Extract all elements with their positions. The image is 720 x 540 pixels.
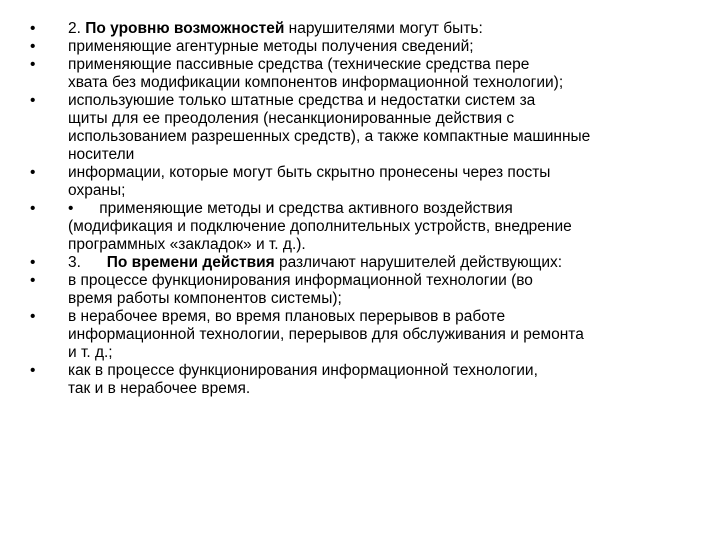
item-line: программных «закладок» и т. д.). — [68, 236, 306, 253]
list-item — [30, 92, 690, 164]
item-text: применяющие агентурные методы получения сведений; — [68, 38, 474, 55]
list-item — [30, 164, 690, 200]
item-line: использованием разрешенных средств), а также компактные машинные — [68, 128, 591, 145]
item-line: применяющие пассивные средства (технические средства пере — [68, 56, 530, 73]
item-text: 2. По уровню возможностей нарушителями могут быть: — [68, 20, 483, 37]
item-line: (модификация и подключение дополнительных устройств, внедрение — [68, 218, 572, 235]
item-line: в нерабочее время, во время плановых перерывов в работе — [68, 308, 506, 325]
item-line: • применяющие методы и средства активного воздействия — [68, 200, 513, 217]
list-item — [30, 272, 690, 308]
bullet-icon: • — [30, 362, 36, 379]
bold-heading: По времени действия — [106, 254, 275, 271]
item-line: хвата без модификации компонентов информационной технологии); — [68, 74, 564, 91]
bullet-icon: • — [30, 56, 36, 73]
bullet-icon: • — [30, 200, 36, 217]
bullet-icon: • — [30, 92, 36, 109]
item-line: и т. д.; — [68, 344, 113, 361]
item-text: 3. По времени действия различают нарушителей действующих: — [68, 254, 563, 271]
bullet-list — [30, 20, 690, 398]
item-line: в процессе функционирования информационной технологии (во — [68, 272, 533, 289]
item-line: информационной технологии, перерывов для обслуживания и ремонта — [68, 326, 584, 343]
item-line: охраны; — [68, 182, 126, 199]
item-line: так и в нерабочее время. — [68, 380, 251, 397]
list-item — [30, 308, 690, 362]
item-line: информации, которые могут быть скрытно пронесены через посты — [68, 164, 551, 181]
list-item — [30, 362, 690, 398]
item-line: используюшие только штатные средства и недостатки систем за — [68, 92, 536, 109]
bullet-icon: • — [30, 164, 36, 181]
bold-heading: По уровню возможностей — [85, 20, 285, 37]
item-line: время работы компонентов системы); — [68, 290, 342, 307]
list-item — [30, 254, 690, 272]
bullet-icon: • — [30, 272, 36, 289]
item-line: щиты для ее преодоления (несанкционированные действия с — [68, 110, 515, 127]
item-line: носители — [68, 146, 135, 163]
list-item — [30, 200, 690, 254]
list-item — [30, 38, 690, 56]
bullet-icon: • — [30, 308, 36, 325]
bullet-icon: • — [30, 38, 36, 55]
bullet-icon: • — [30, 20, 36, 37]
list-item — [30, 56, 690, 92]
list-item — [30, 20, 690, 38]
bullet-icon: • — [30, 254, 36, 271]
item-line: как в процессе функционирования информационной технологии, — [68, 362, 538, 379]
